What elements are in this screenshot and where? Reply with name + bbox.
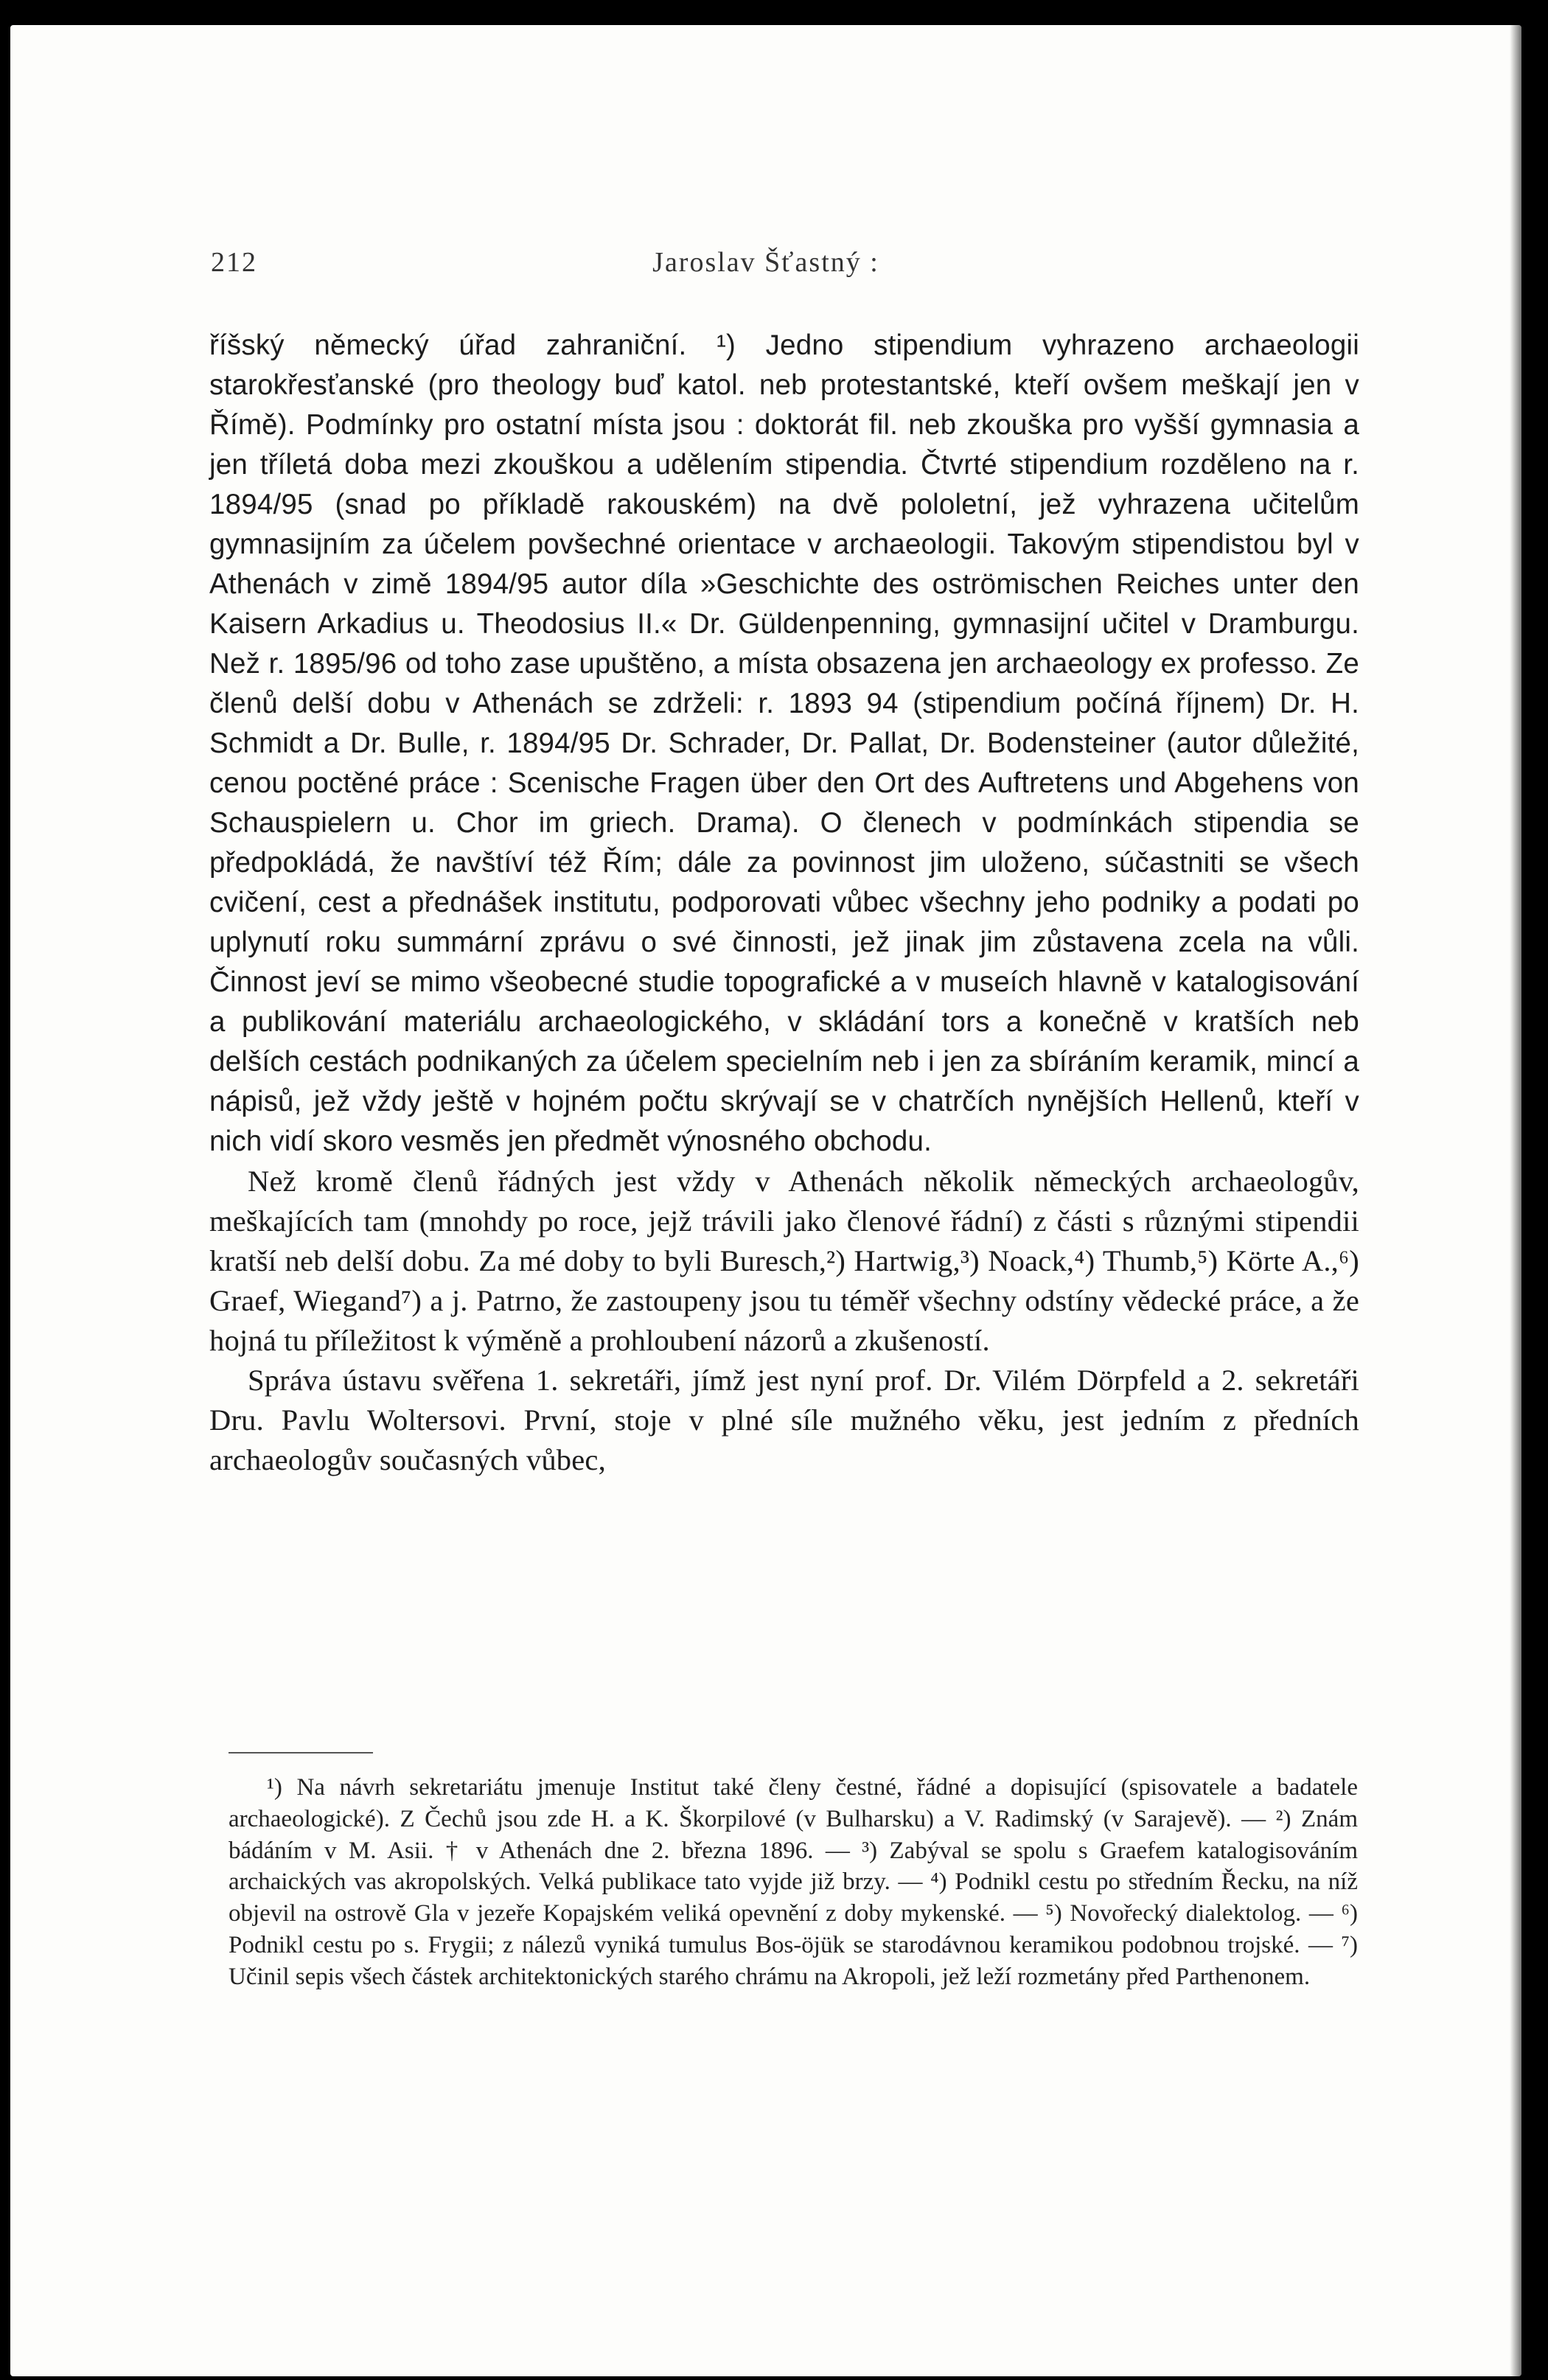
footnote-block: ¹) Na návrh sekretariátu jmenuje Institut také členy čestné, řádné a dopisující (spisovatele a badatele archaeologické). Z Čechů jsou zde H. a K. Škorpilové (v Bulharsku) a V. Radimský (v Sarajevě). — ²) Znám bádáním v M. Asii. † v Athenách dne 2. března 1896. — ³) Zabýval se spolu s Graefem katalogisováním archaických vas akropolských. Velká publikace tato vyjde již brzy. — ⁴) Podnikl cestu po středním Řecku, na níž objevil na ostrově Gla v jezeře Kopajském veliká opevnění z doby mykenské. — ⁵) Novořecký dialektolog. — ⁶) Podnikl cestu po s. Frygii; z nálezů vyniká tumulus Bos-öjük se starodávnou keramikou podobnou trojské. — ⁷) Učinil sepis všech částek architektonických starého chrámu na Akropoli, jež leží rozmetány před Parthenonem. [229,1774,1358,1990]
book-page [10,25,1521,2376]
page-header [10,246,1521,290]
running-head: Jaroslav Šťastný : [652,247,879,278]
page-number: 212 [211,247,257,278]
footnotes [229,1772,1358,1993]
paragraph-1: říšský německý úřad zahraniční. ¹) Jedno stipendium vyhrazeno archaeologii starokřesťanské (pro theology buď katol. neb protestantské, kteří ovšem meškají jen v Římě). Podmínky pro ostatní místa jsou : doktorát fil. neb zkouška pro vyšší gymnasia a jen tříletá doba mezi zkouškou a udělením stipendia. Čtvrté stipendium rozděleno na r. 1894/95 (snad po příkladě rakouském) na dvě pololetní, jež vyhrazena učitelům gymnasijním za účelem povšechné orientace v archaeologii. Takovým stipendistou byl v Athenách v zimě 1894/95 autor díla »Geschichte des oströmischen Reiches unter den Kaisern Arkadius u. Theodosius II.« Dr. Güldenpenning, gymnasijní učitel v Dramburgu. Než r. 1895/96 od toho zase upuštěno, a místa obsazena jen archaeology ex professo. Ze členů delší dobu v Athenách se zdrželi: r. 1893 94 (stipendium počíná říjnem) Dr. H. Schmidt a Dr. Bulle, r. 1894/95 Dr. Schrader, Dr. Pallat, Dr. Bodensteiner (autor důležité, cenou poctěné práce : Scenische Fragen über den Ort des Auftretens und Abgehens von Schauspielern u. Chor im griech. Drama). O členech v podmínkách stipendia se předpokládá, že navštíví též Řím; dále za povinnost jim uloženo, súčastniti se všech cvičení, cest a přednášek institutu, podporovati vůbec všechny jeho podniky a podati po uplynutí roku summární zprávu o své činnosti, jež jinak jim zůstavena zcela na vůli. Činnost jeví se mimo všeobecné studie topografické a v museích hlavně v katalogisování a publikování materiálu archaeologického, v skládání tors a konečně v kratších neb delších cestách podnikaných za účelem specielním neb i jen za sbíráním keramik, mincí a nápisů, jež vždy ještě v hojném počtu skrývají se v chatrčích nynějších Hellenů, kteří v nich vidí skoro vesměs jen předmět výnosného obchodu. [209,329,1359,1157]
paragraph-2: Než kromě členů řádných jest vždy v Athenách několik německých archaeologův, meškajících tam (mnohdy po roce, jejž trávili jako členové řádní) z části s různými stipendii kratší neb delší dobu. Za mé doby to byli Buresch,²) Hartwig,³) Noack,⁴) Thumb,⁵) Körte A.,⁶) Graef, Wiegand⁷) a j. Patrno, že zastoupeny jsou tu téměř všechny odstíny vědecké práce, a že hojná tu příležitost k výměně a prohloubení názorů a zkušeností. [209,1165,1359,1357]
paragraph-3: Správa ústavu svěřena 1. sekretáři, jímž jest nyní prof. Dr. Vilém Dörpfeld a 2. sekretáři Dru. Pavlu Woltersovi. První, stoje v plné síle mužného věku, jest jedním z předních archaeologův současných vůbec, [209,1364,1359,1476]
main-text [209,326,1359,1480]
footnote-separator [229,1752,373,1753]
page-edge-shadow [1510,25,1521,2376]
